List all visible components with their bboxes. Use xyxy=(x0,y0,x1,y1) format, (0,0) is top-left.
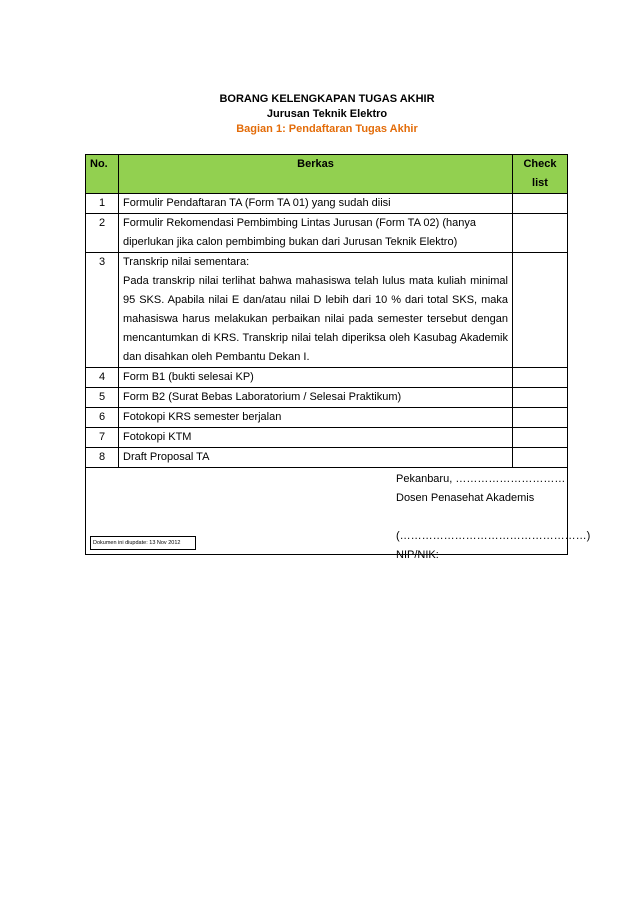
row-berkas-line: Pada transkrip nilai terlihat bahwa mahasiswa telah lulus mata kuliah minimal 95 SKS. Apabila nilai E dan/atau nilai D lebih dari 10 % dari total SKS, maka mahasiswa harus melakukan perbaikan nilai pada semester tersebut dengan mencantumkan di KRS. Transkrip nilai telah diperiksa oleh Kasubag Akademik dan disahkan oleh Pembantu Dekan I. xyxy=(123,275,508,363)
row-number: 2 xyxy=(86,214,119,253)
row-berkas: Draft Proposal TA xyxy=(119,448,513,468)
row-berkas: Fotokopi KRS semester berjalan xyxy=(119,408,513,428)
row-number: 4 xyxy=(86,368,119,388)
table-row xyxy=(86,448,568,468)
row-berkas xyxy=(119,214,513,253)
checklist-cell[interactable] xyxy=(513,448,568,468)
signature-block xyxy=(396,470,590,565)
document-header xyxy=(0,92,638,137)
signer-nip: NIP/NIK: xyxy=(396,549,439,561)
checklist-cell[interactable] xyxy=(513,408,568,428)
table-row xyxy=(86,194,568,214)
signer-role: Dosen Penasehat Akademis xyxy=(396,492,535,504)
column-header-check-line2: list xyxy=(532,177,548,189)
update-stamp: Dokumen ini diupdate: 13 Nov 2012 xyxy=(90,536,196,550)
row-number: 3 xyxy=(86,253,119,368)
checklist-cell[interactable] xyxy=(513,253,568,368)
row-number: 8 xyxy=(86,448,119,468)
table-row xyxy=(86,408,568,428)
row-berkas-line: diperlukan jika calon pembimbing bukan dari Jurusan Teknik Elektro) xyxy=(123,236,458,248)
table-row xyxy=(86,253,568,368)
table-row xyxy=(86,368,568,388)
column-header-checklist xyxy=(513,155,568,194)
row-berkas: Formulir Pendaftaran TA (Form TA 01) yang sudah diisi xyxy=(119,194,513,214)
checklist-table xyxy=(85,154,591,561)
row-berkas: Form B1 (bukti selesai KP) xyxy=(119,368,513,388)
row-number: 6 xyxy=(86,408,119,428)
table-header-row xyxy=(86,155,568,194)
table-row xyxy=(86,428,568,448)
row-number: 1 xyxy=(86,194,119,214)
column-header-berkas: Berkas xyxy=(119,155,513,194)
checklist-cell[interactable] xyxy=(513,194,568,214)
signature-cell xyxy=(86,468,591,561)
table-row xyxy=(86,388,568,408)
form-title: BORANG KELENGKAPAN TUGAS AKHIR xyxy=(219,93,435,105)
row-number: 7 xyxy=(86,428,119,448)
table-row xyxy=(86,214,568,253)
column-header-no: No. xyxy=(86,155,119,194)
row-berkas xyxy=(119,253,513,368)
department-name: Jurusan Teknik Elektro xyxy=(266,108,388,120)
row-berkas-line: Formulir Rekomendasi Pembimbing Lintas Jurusan (Form TA 02) (hanya xyxy=(123,217,476,229)
section-title: Bagian 1: Pendaftaran Tugas Akhir xyxy=(236,123,418,135)
checklist-cell[interactable] xyxy=(513,388,568,408)
checklist-cell[interactable] xyxy=(513,428,568,448)
column-header-check-line1: Check xyxy=(523,158,557,170)
checklist-cell[interactable] xyxy=(513,368,568,388)
signer-name-line: (……………………………………………) xyxy=(396,530,591,542)
checklist-cell[interactable] xyxy=(513,214,568,253)
row-berkas-line: Transkrip nilai sementara: xyxy=(123,256,250,268)
row-number: 5 xyxy=(86,388,119,408)
row-berkas: Form B2 (Surat Bebas Laboratorium / Selesai Praktikum) xyxy=(119,388,513,408)
signature-row xyxy=(86,468,568,555)
row-berkas: Fotokopi KTM xyxy=(119,428,513,448)
place-date: Pekanbaru, ………………………… xyxy=(396,473,566,485)
